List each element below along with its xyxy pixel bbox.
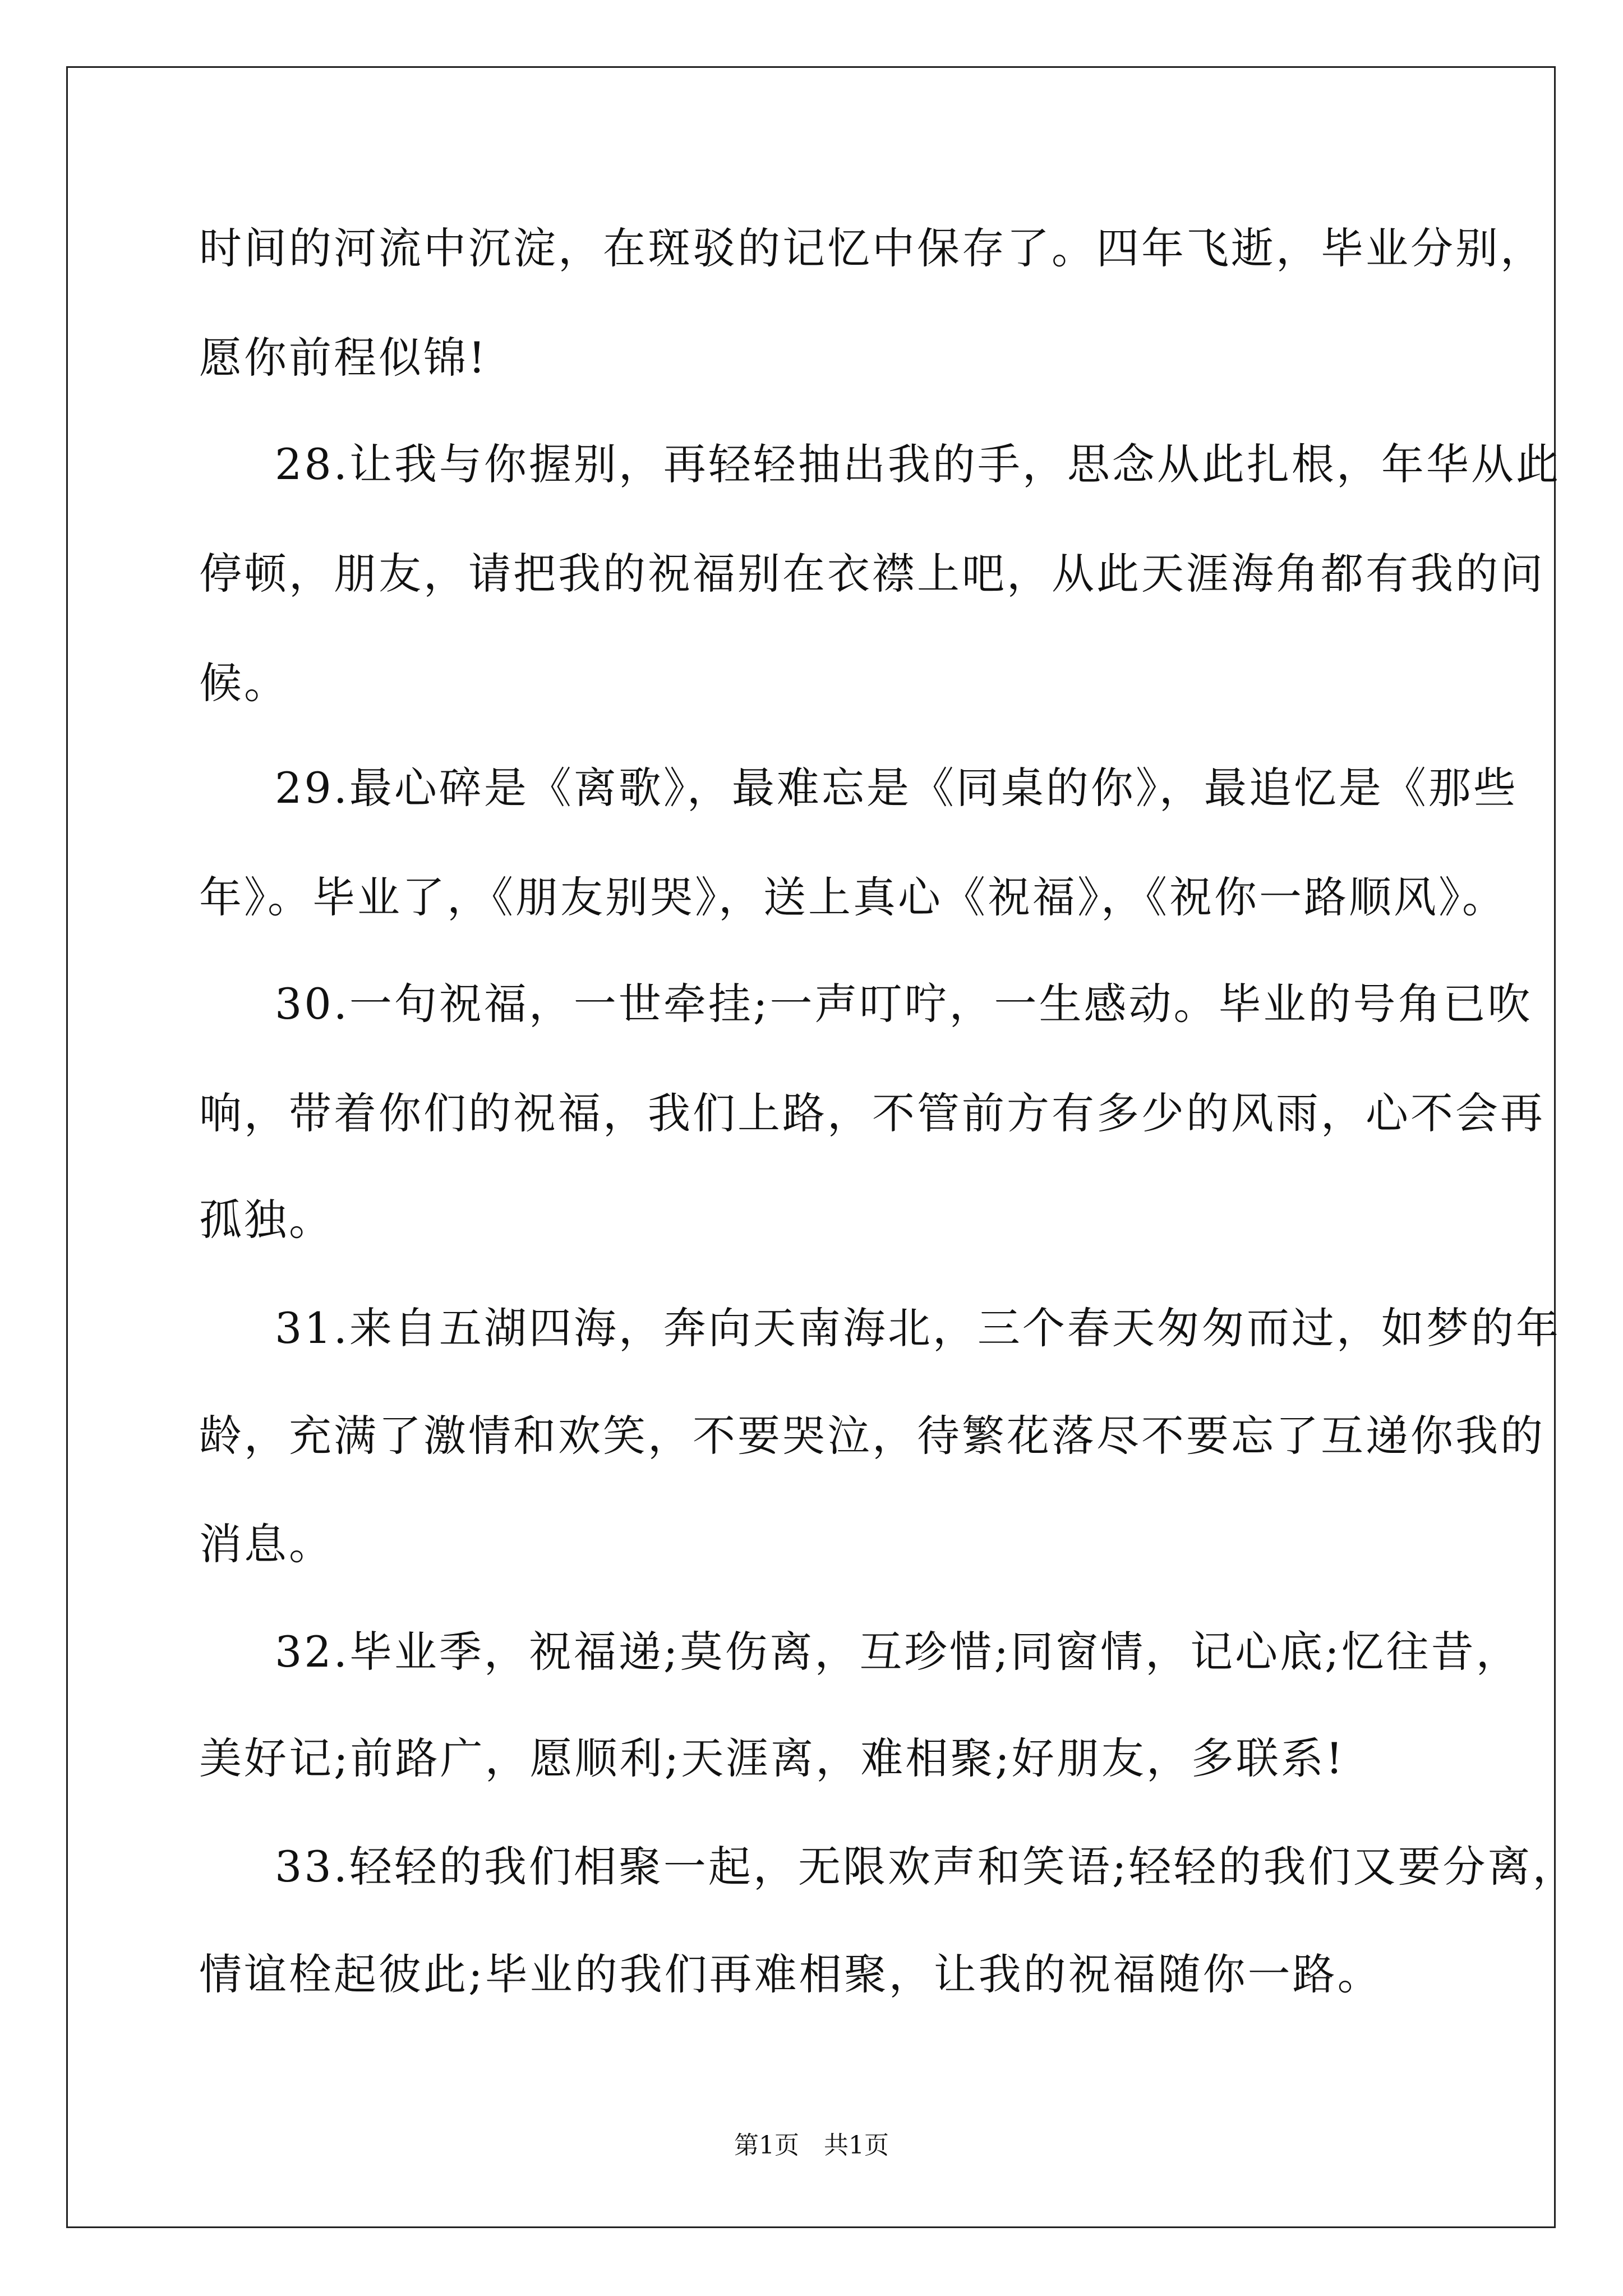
text-line: 年》。毕业了，《朋友别哭》，送上真心《祝福》，《祝你一路顺风》。: [199, 872, 1507, 922]
text-line: 龄，充满了激情和欢笑，不要哭泣，待繁花落尽不要忘了互递你我的: [199, 1411, 1545, 1461]
text-line: 候。: [199, 658, 289, 708]
paragraph-33-line-1: 33.轻轻的我们相聚一起，无限欢声和笑语;轻轻的我们又要分离，: [275, 1842, 1578, 1892]
page-border: [66, 66, 1556, 2228]
paragraph-32-line-1: 32.毕业季，祝福递;莫伤离，互珍惜;同窗情，记心底;忆往昔，: [275, 1627, 1521, 1677]
text-line: 美好记;前路广，愿顺利;天涯离，难相聚;好朋友，多联系!: [199, 1733, 1345, 1783]
text-line: 愿你前程似锦!: [199, 333, 488, 383]
paragraph-30-line-1: 30.一句祝福，一世牵挂;一声叮咛，一生感动。毕业的号角已吹: [275, 979, 1533, 1029]
text-line: 消息。: [199, 1519, 334, 1569]
text-line: 情谊栓起彼此;毕业的我们再难相聚，让我的祝福随你一路。: [199, 1949, 1382, 1999]
paragraph-31-line-1: 31.来自五湖四海，奔向天南海北，三个春天匆匆而过，如梦的年: [275, 1303, 1561, 1353]
text-line: 孤独。: [199, 1195, 334, 1245]
paragraph-28-line-1: 28.让我与你握别，再轻轻抽出我的手，思念从此扎根，年华从此: [275, 439, 1561, 489]
text-line: 响，带着你们的祝福，我们上路，不管前方有多少的风雨，心不会再: [199, 1088, 1545, 1138]
text-line: 停顿，朋友，请把我的祝福别在衣襟上吧，从此天涯海角都有我的问: [199, 549, 1545, 599]
text-line: 时间的河流中沉淀，在斑驳的记忆中保存了。四年飞逝，毕业分别，: [199, 223, 1545, 273]
page-footer: 第1页 共1页: [734, 2131, 889, 2160]
paragraph-29-line-1: 29.最心碎是《离歌》，最难忘是《同桌的你》，最追忆是《那些: [275, 763, 1518, 813]
